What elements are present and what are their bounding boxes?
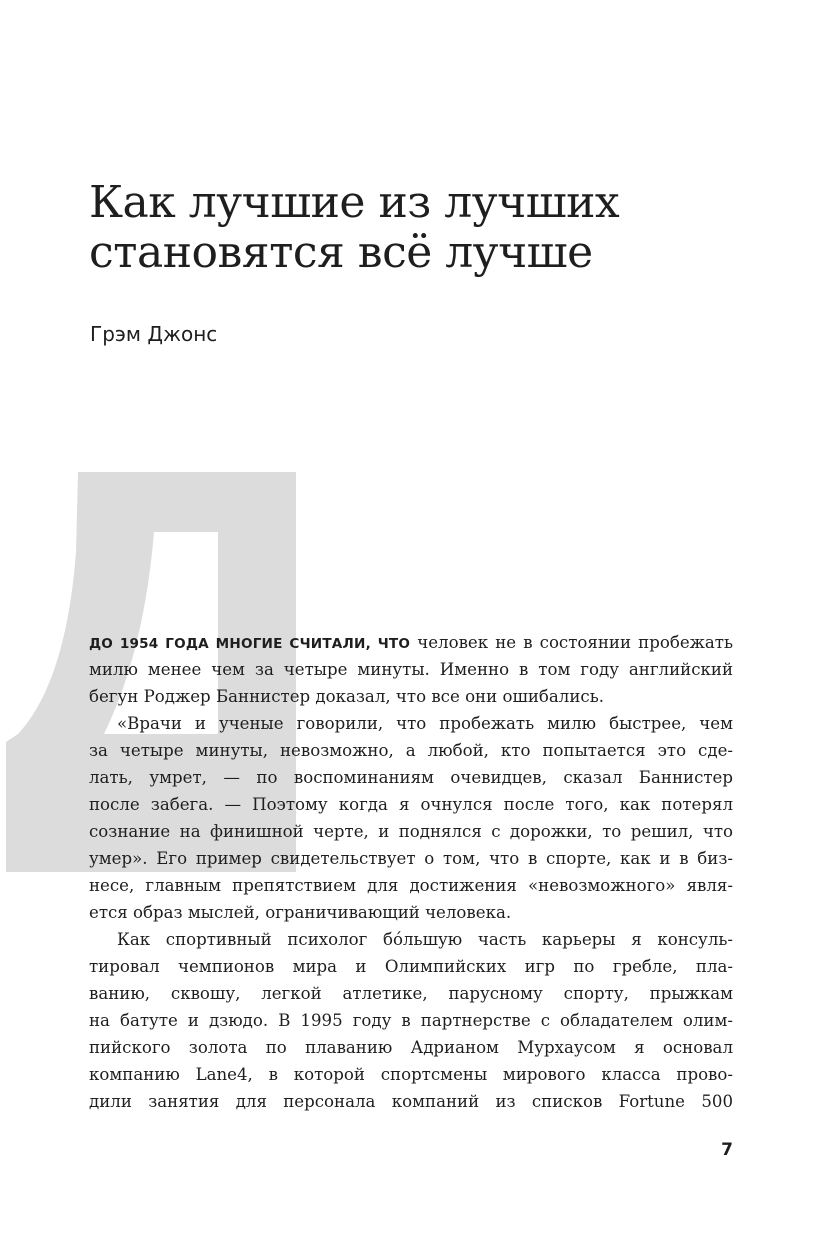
body-line: сознание на финишной черте, и поднялся с дорожки, то решил, что	[89, 822, 733, 841]
body-line: «Врачи и ученые говорили, что пробежать милю быстрее, чем	[117, 714, 733, 733]
body-line: пийского золота по плаванию Адрианом Мурхаусом я основал	[89, 1038, 733, 1057]
chapter-body	[89, 629, 733, 1115]
body-line: умер». Его пример свидетельствует о том, что в спорте, как и в биз-	[89, 849, 733, 868]
body-line: несе, главным препятствием для достижения «невозможного» явля-	[89, 876, 733, 895]
body-line: Как спортивный психолог бóльшую часть карьеры я консуль-	[117, 930, 733, 949]
body-line: ванию, сквошу, легкой атлетике, парусному спорту, прыжкам	[89, 984, 733, 1003]
body-line: компанию Lane4, в которой спортсмены мирового класса прово-	[89, 1065, 733, 1084]
chapter-title-line-1: Как лучшие из лучших	[89, 177, 620, 228]
chapter-author: Грэм Джонс	[90, 322, 218, 346]
body-line: лать, умрет, — по воспоминаниям очевидцев, сказал Баннистер	[89, 768, 733, 787]
body-line: ется образ мыслей, ограничивающий человека.	[89, 903, 512, 922]
body-line: после забега. — Поэтому когда я очнулся после того, как потерял	[89, 795, 733, 814]
body-line: милю менее чем за четыре минуты. Именно в том году английский	[89, 660, 733, 679]
chapter-title	[89, 178, 789, 278]
body-line: на батуте и дзюдо. В 1995 году в партнерстве с обладателем олим-	[89, 1011, 733, 1030]
body-line: тировал чемпионов мира и Олимпийских игр по гребле, пла-	[89, 957, 733, 976]
body-line	[89, 629, 733, 656]
page-number: 7	[721, 1140, 733, 1160]
body-line-text: человек не в состоянии пробежать	[410, 633, 734, 652]
body-line: за четыре минуты, невозможно, а любой, кто попытается это сде-	[89, 741, 733, 760]
lead-in-smallcaps: ДО 1954 ГОДА МНОГИЕ СЧИТАЛИ, ЧТО	[89, 636, 411, 652]
body-line: бегун Роджер Баннистер доказал, что все они ошибались.	[89, 687, 605, 706]
body-line: дили занятия для персонала компаний из списков Fortune 500	[89, 1092, 733, 1111]
chapter-title-line-2: становятся всё лучше	[89, 227, 593, 278]
